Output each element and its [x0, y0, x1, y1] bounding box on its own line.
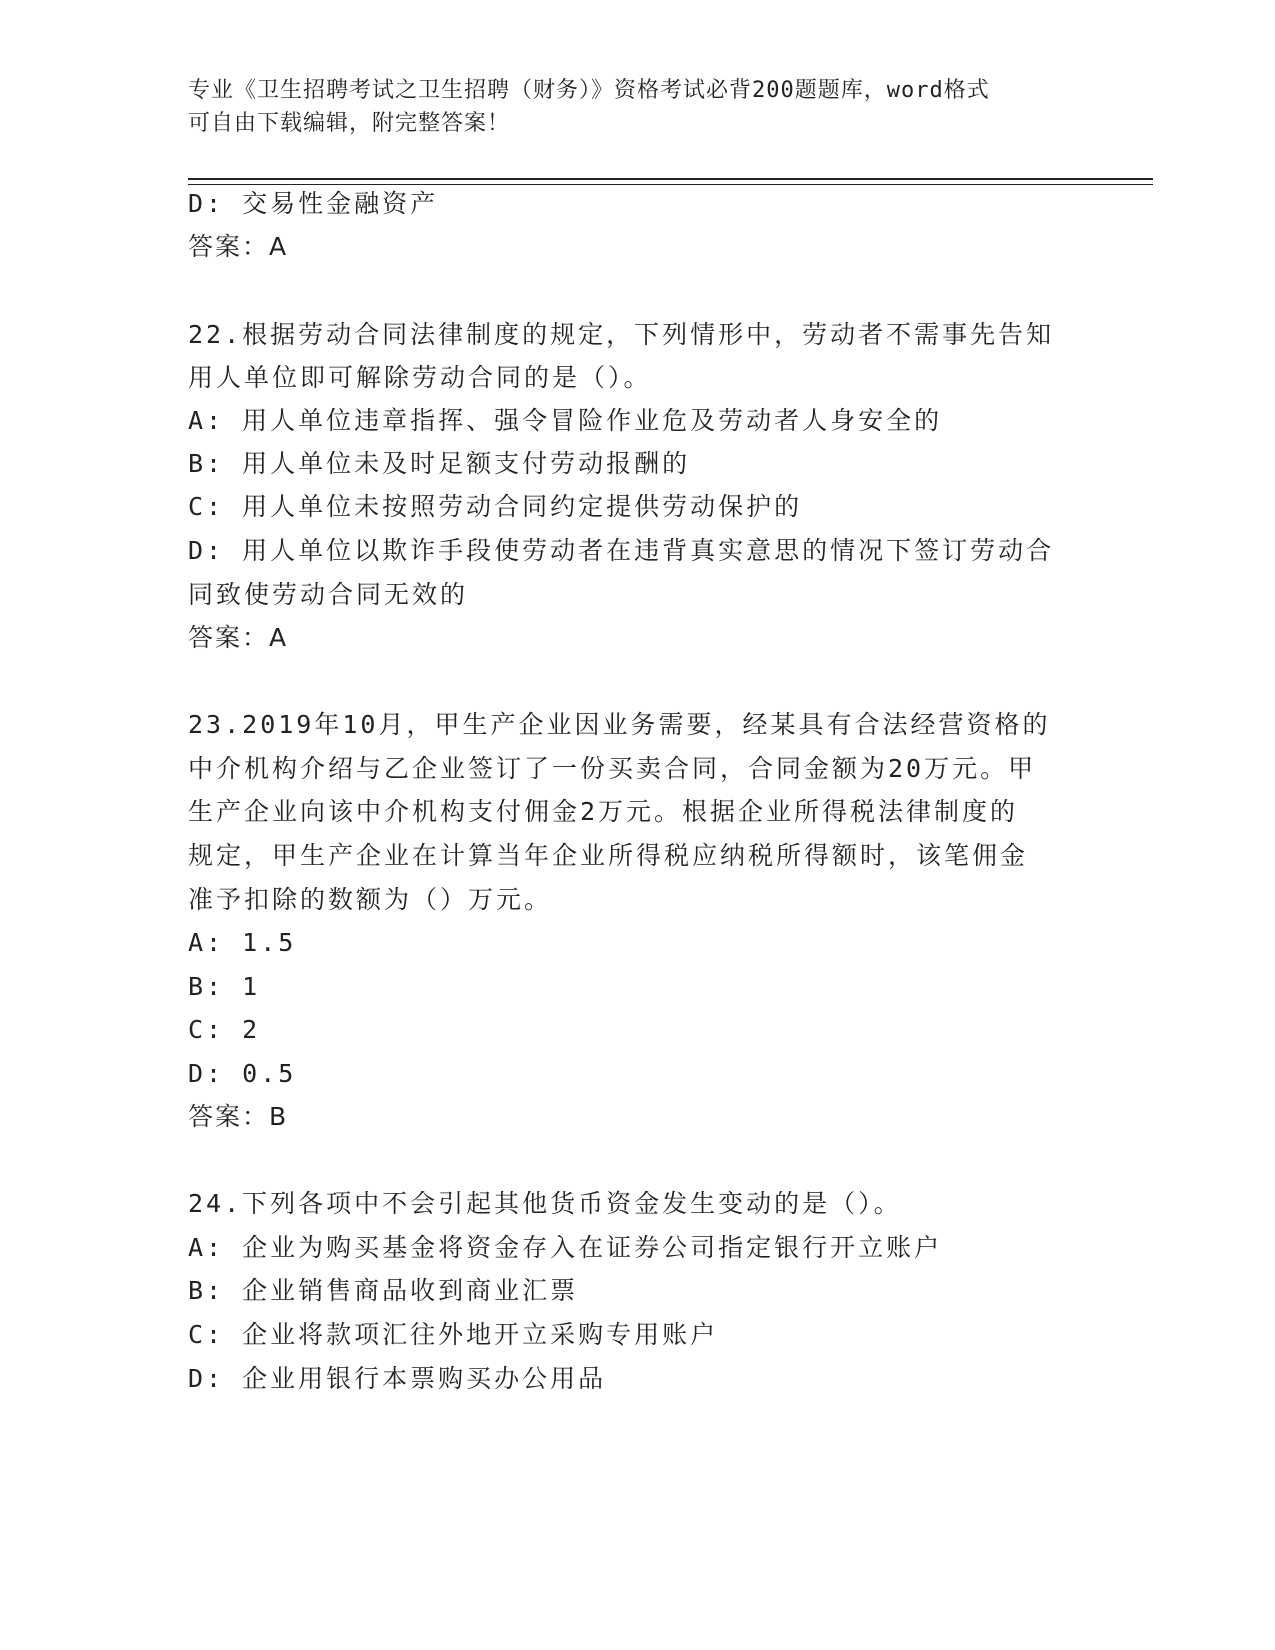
q23-answer: 答案：B — [188, 1102, 289, 1131]
header-divider-thin — [188, 184, 1153, 185]
q22-option-d-cont: 同致使劳动合同无效的 — [188, 580, 469, 609]
q23-option-a: A: 1.5 — [188, 928, 297, 957]
header-divider-thick — [188, 178, 1153, 180]
prev-answer: 答案：A — [188, 232, 289, 261]
q22-option-d: D: 用人单位以欺诈手段使劳动者在违背真实意思的情况下签订劳动合 — [188, 536, 1055, 565]
q23-stem-line-2: 中介机构介绍与乙企业签订了一份买卖合同，合同金额为20万元。甲 — [188, 754, 1037, 783]
q22-stem-line-1: 22.根据劳动合同法律制度的规定，下列情形中，劳动者不需事先告知 — [188, 320, 1055, 349]
q24-option-c: C: 企业将款项汇往外地开立采购专用账户 — [188, 1320, 719, 1349]
q23-stem-line-3: 生产企业向该中介机构支付佣金2万元。根据企业所得税法律制度的 — [188, 797, 1019, 826]
q23-stem-line-4: 规定，甲生产企业在计算当年企业所得税应纳税所得额时，该笔佣金 — [188, 841, 1029, 870]
q23-option-c: C: 2 — [188, 1015, 261, 1044]
q23-stem-line-5: 准予扣除的数额为（）万元。 — [188, 885, 553, 914]
q22-answer: 答案：A — [188, 623, 289, 652]
q22-stem-line-2: 用人单位即可解除劳动合同的是（）。 — [188, 363, 652, 392]
q24-option-d: D: 企业用银行本票购买办公用品 — [188, 1364, 607, 1393]
q24-option-b: B: 企业销售商品收到商业汇票 — [188, 1276, 579, 1305]
q23-option-d: D: 0.5 — [188, 1059, 297, 1088]
q23-option-b: B: 1 — [188, 972, 261, 1001]
header-line-1: 专业《卫生招聘考试之卫生招聘（财务）》资格考试必背200题题库，word格式 — [188, 78, 990, 103]
q24-stem-line-1: 24.下列各项中不会引起其他货币资金发生变动的是（）。 — [188, 1189, 902, 1218]
document-header — [188, 74, 1068, 140]
header-line-2: 可自由下载编辑，附完整答案！ — [188, 111, 511, 136]
q24-option-a: A: 企业为购买基金将资金存入在证券公司指定银行开立账户 — [188, 1233, 943, 1262]
prev-option-d: D: 交易性金融资产 — [188, 189, 439, 218]
q22-option-a: A: 用人单位违章指挥、强令冒险作业危及劳动者人身安全的 — [188, 406, 943, 435]
q22-option-b: B: 用人单位未及时足额支付劳动报酬的 — [188, 449, 691, 478]
q22-option-c: C: 用人单位未按照劳动合同约定提供劳动保护的 — [188, 492, 803, 521]
q23-stem-line-1: 23.2019年10月，甲生产企业因业务需要，经某具有合法经营资格的 — [188, 710, 1051, 739]
